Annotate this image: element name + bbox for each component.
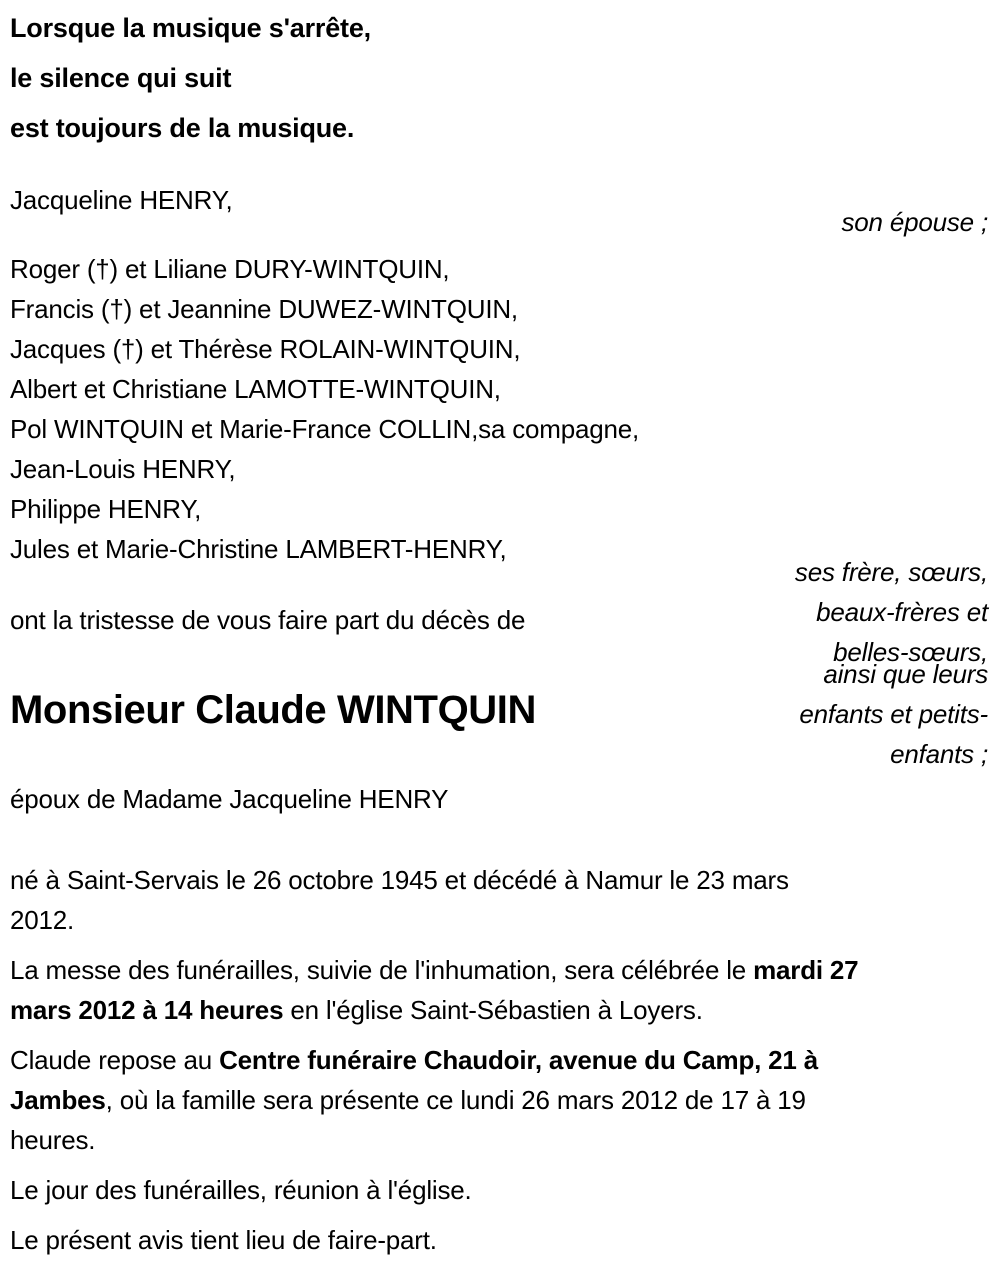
paragraph	[10, 1170, 988, 1210]
quote-line: est toujours de la musique.	[10, 113, 355, 143]
family-relation-line: beaux-frères et	[816, 597, 988, 627]
family-name: Jules et Marie-Christine LAMBERT-HENRY,	[10, 534, 507, 564]
bold-text-segment: mars 2012 à 14 heures	[10, 995, 284, 1025]
paragraph	[10, 860, 988, 940]
paragraph-line	[10, 1220, 988, 1260]
paragraph	[10, 950, 988, 1030]
family-relation-line: belles-sœurs,	[833, 637, 988, 667]
family-relation-line: enfants ;	[890, 739, 988, 769]
text-segment: heures.	[10, 1125, 96, 1155]
text-segment: Le jour des funérailles, réunion à l'église.	[10, 1175, 472, 1205]
text-segment: Claude repose au	[10, 1045, 220, 1075]
text-segment: en l'église Saint-Sébastien à Loyers.	[283, 995, 703, 1025]
family-names-list	[10, 249, 988, 569]
funeral-details	[10, 860, 988, 1260]
family-name: Pol WINTQUIN et Marie-France COLLIN,sa compagne,	[10, 414, 640, 444]
quote-line: le silence qui suit	[10, 63, 232, 93]
family-name: Jean-Louis HENRY,	[10, 454, 236, 484]
deceased-name: Monsieur Claude WINTQUIN	[10, 688, 536, 732]
paragraph-line	[10, 1040, 988, 1080]
family-name: Albert et Christiane LAMOTTE-WINTQUIN,	[10, 374, 501, 404]
bold-text-segment: Jambes	[10, 1085, 106, 1115]
family-relation-line: ses frère, sœurs,	[794, 557, 988, 587]
family-name: Roger (†) et Liliane DURY-WINTQUIN,	[10, 254, 450, 284]
text-segment: 2012.	[10, 905, 75, 935]
text-segment: né à Saint-Servais le 26 octobre 1945 et décédé à Namur le 23 mars	[10, 865, 789, 895]
text-segment: , où la famille sera présente ce lundi 26 mars 2012 de 17 à 19	[105, 1085, 806, 1115]
deceased-subtitle: époux de Madame Jacqueline HENRY	[10, 784, 449, 814]
family-name: Philippe HENRY,	[10, 494, 202, 524]
paragraph-line	[10, 1170, 988, 1210]
family-name: Jacques (†) et Thérèse ROLAIN-WINTQUIN,	[10, 334, 521, 364]
quote-line: Lorsque la musique s'arrête,	[10, 13, 371, 43]
text-segment: La messe des funérailles, suivie de l'inhumation, sera célébrée le	[10, 955, 754, 985]
paragraph-line	[10, 860, 988, 900]
paragraph-line	[10, 1120, 988, 1160]
spouse-relation: son épouse ;	[841, 207, 988, 237]
family-relation-block-2	[799, 654, 988, 774]
paragraph	[10, 1220, 988, 1260]
text-segment: Le présent avis tient lieu de faire-part.	[10, 1225, 437, 1255]
bold-text-segment: mardi 27	[753, 955, 859, 985]
bold-text-segment: Centre funéraire Chaudoir, avenue du Camp, 21 à	[219, 1045, 818, 1075]
opening-quote	[10, 3, 988, 153]
paragraph	[10, 1040, 988, 1160]
paragraph-line	[10, 950, 988, 990]
paragraph-line	[10, 990, 988, 1030]
spouse-name: Jacqueline HENRY,	[10, 185, 233, 215]
family-relation-line: enfants et petits-	[799, 699, 988, 729]
intro-text: ont la tristesse de vous faire part du décès de	[10, 605, 526, 635]
paragraph-line	[10, 900, 988, 940]
family-relation-line: ainsi que leurs	[823, 659, 988, 689]
family-name: Francis (†) et Jeannine DUWEZ-WINTQUIN,	[10, 294, 518, 324]
paragraph-line	[10, 1080, 988, 1120]
